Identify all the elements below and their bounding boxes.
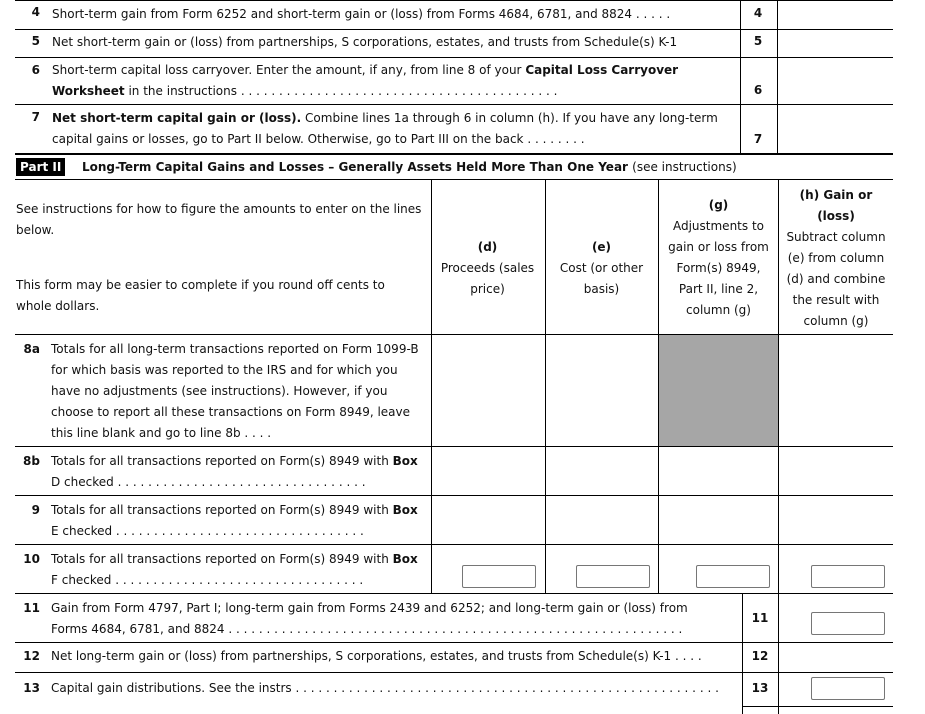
line-9-bold: Box [392,503,418,517]
line-12-text: Net long-term gain or (loss) from partnerships, S corporations, estates, and trusts from Schedule(s) K-1 . . . . [51,649,702,663]
col-g-title: (g) [708,198,729,212]
col-g-header [659,195,778,321]
line-11-input[interactable] [811,612,885,635]
col-h-header [779,185,893,332]
line-8b-bold: Box [392,454,418,468]
line-10-text-a: Totals for all transactions reported on Form(s) 8949 with [51,552,393,566]
line-9-text-b: E checked . . . . . . . . . . . . . . . . . . . . . . . . . . . . . . . . . [51,524,364,538]
line-13-text: Capital gain distributions. See the instrs . . . . . . . . . . . . . . . . . . . . . . . . . . . . . . . . . . . . . . . . . . . . . . . . . . . . . . . . [51,681,719,695]
instructions-text-1: See instructions for how to figure the amounts to enter on the lines below. [16,202,422,237]
line-9-text [51,500,429,542]
line-6-box-number: 6 [753,83,763,97]
shaded-cell-8a-g [659,335,778,446]
col-d-title: (d) [477,240,498,254]
line-9-number: 9 [31,503,40,517]
line-9-text-a: Totals for all transactions reported on Form(s) 8949 with [51,503,393,517]
part-ii-note: (see instructions) [632,160,737,174]
instructions-text-2: This form may be easier to complete if you round off cents to whole dollars. [16,278,385,313]
line-11-box-number: 11 [751,611,769,625]
line-5-number: 5 [31,34,40,48]
line-8b-text [51,451,429,493]
col-h-sub: Subtract column (e) from column (d) and combine the result with column (g) [786,230,886,328]
line-6-text [52,60,742,102]
line-8b-text-b: D checked . . . . . . . . . . . . . . . . . . . . . . . . . . . . . . . . . [51,475,366,489]
line-10-bold: Box [392,552,418,566]
line-6-text-b: in the instructions . . . . . . . . . . . . . . . . . . . . . . . . . . . . . . . . . . . . . . . . . . [124,84,558,98]
line-6-text-a: Short-term capital loss carryover. Enter the amount, if any, from line 8 of your [52,63,526,77]
line-7-text [52,108,742,150]
line-10-text [51,549,429,591]
col-e-header [545,237,658,300]
line-11-number: 11 [23,601,40,615]
col-e-sub: Cost (or other basis) [559,261,644,296]
line-4-text: Short-term gain from Form 6252 and short-term gain or (loss) from Forms 4684, 6781, and 8824 . . . . . [52,7,671,21]
line-4-number: 4 [31,5,40,19]
col-d-sub: Proceeds (sales price) [440,261,535,296]
line-8a-number: 8a [23,342,40,356]
line-6-bold-a: Capital Loss Carryover [525,63,679,77]
line-10-col-d-input[interactable] [462,565,536,588]
line-7-number: 7 [31,110,40,124]
line-7-bold-a: Net short-term capital gain or (loss). [52,111,302,125]
line-8a-text: Totals for all long-term transactions reported on Form 1099-B for which basis was reported to the IRS and for which you have no adjustments (see instructions). However, if you choose to report all these transactions on Form 8949, leave this line blank and go to line 8b . . . . [51,342,419,440]
line-10-col-e-input[interactable] [576,565,650,588]
col-h-title: (h) Gain or (loss) [799,188,873,223]
line-10-col-g-input[interactable] [696,565,770,588]
line-7-text-a: Combine lines 1a through 6 in column (h). If you have any long-term [301,111,718,125]
line-5-text: Net short-term gain or (loss) from partnerships, S corporations, estates, and trusts from Schedule(s) K-1 [52,35,678,49]
col-d-header [431,237,544,300]
line-13-box-number: 13 [751,681,769,695]
line-10-col-h-input[interactable] [811,565,885,588]
line-8b-text-a: Totals for all transactions reported on Form(s) 8949 with [51,454,393,468]
line-11-text-b: Forms 4684, 6781, and 8824 . . . . . . . . . . . . . . . . . . . . . . . . . . . . . . . . . . . . . . . . . . . . . . . . . . . . . . . . . . . . [51,622,683,636]
part-ii-title-text: Long-Term Capital Gains and Losses – Generally Assets Held More Than One Year [82,160,628,174]
line-11-text [51,598,741,640]
line-10-number: 10 [23,552,40,566]
line-5-box-number: 5 [753,34,763,48]
line-10-text-b: F checked . . . . . . . . . . . . . . . . . . . . . . . . . . . . . . . . . [51,573,364,587]
line-7-box-number: 7 [753,132,763,146]
line-12-number: 12 [23,649,40,663]
line-11-text-a: Gain from Form 4797, Part I; long-term gain from Forms 2439 and 6252; and long-term gain or (loss) from [51,601,688,615]
line-13-input[interactable] [811,677,885,700]
line-7-text-b: capital gains or losses, go to Part II below. Otherwise, go to Part III on the back . . . . . . . . [52,132,585,146]
line-13-number: 13 [23,681,40,695]
part-ii-title [82,158,737,176]
col-e-title: (e) [591,240,612,254]
line-4-box-number: 4 [753,6,763,20]
part-ii-label: Part II [16,158,65,176]
line-6-number: 6 [31,63,40,77]
line-6-bold-b: Worksheet [52,84,125,98]
line-8b-number: 8b [23,454,40,468]
col-g-sub: Adjustments to gain or loss from Form(s) 8949, Part II, line 2, column (g) [668,219,769,317]
line-12-box-number: 12 [751,649,769,663]
